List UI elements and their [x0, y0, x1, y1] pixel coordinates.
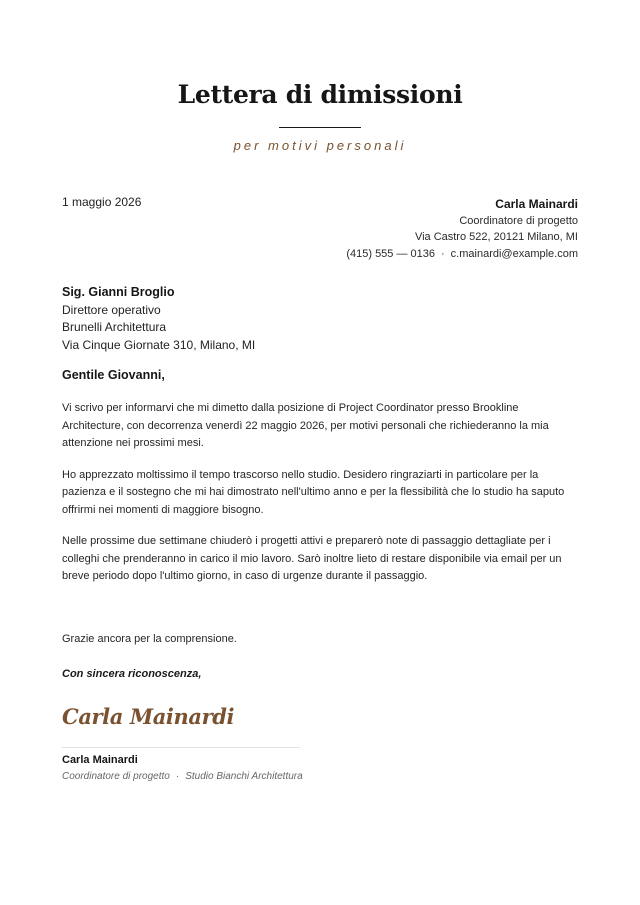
recipient-role: Direttore operativo: [62, 302, 161, 317]
body-paragraph: Vi scrivo per informarvi che mi dimetto dalla posizione di Project Coordinator presso Brookline Architecture, con decorrenza venerdì 22 maggio 2026, per motivi personali che richiederanno la mia attenzione nei prossimi mesi.: [62, 402, 549, 449]
signature-divider: [62, 747, 300, 748]
title-divider: [279, 127, 361, 128]
signature-role-line: [62, 771, 303, 782]
sender-contact: [346, 246, 578, 263]
signature-company: Studio Bianchi Architettura: [185, 771, 303, 782]
sender-block: [346, 196, 578, 262]
body-paragraph: Ho apprezzato moltissimo il tempo trascorso nello studio. Desidero ringraziarti in particolare per la pazienza e il sostegno che mi hai dimostrato nell'ultimo anno e per la flessibilità che lo studio ha saputo offrirmi nei momenti di maggiore bisogno.: [62, 468, 565, 516]
recipient-name: Sig. Gianni Broglio: [62, 285, 175, 299]
recipient-address: Via Cinque Giornate 310, Milano, MI: [62, 337, 256, 352]
sender-phone: (415) 555 — 0136: [346, 247, 435, 260]
letter-date: 1 maggio 2026: [62, 195, 142, 209]
body-paragraph: Nelle prossime due settimane chiuderò i progetti attivi e preparerò note di passaggio dettagliate per i colleghi che prenderanno in carico il mio lavoro. Sarò inoltre lieto di restare disponibile via email per un breve periodo dopo l'ultimo giorno, in caso di urgenze durante il passaggio.: [62, 535, 562, 582]
sender-address: Via Castro 522, 20121 Milano, MI: [414, 231, 578, 243]
letter-subtitle: per motivi personali: [233, 138, 407, 153]
signature-role: Coordinatore di progetto: [62, 771, 170, 782]
recipient-block: [62, 284, 255, 354]
contact-separator: ·: [441, 247, 445, 260]
closing-line: Con sincera riconoscenza,: [62, 668, 202, 680]
sender-name: Carla Mainardi: [495, 197, 578, 211]
salutation: Gentile Giovanni,: [62, 368, 165, 382]
sender-email: c.mainardi@example.com: [450, 247, 578, 260]
handwritten-signature: Carla Mainardi: [62, 704, 235, 729]
sender-role: Coordinatore di progetto: [459, 214, 578, 227]
thanks-line: Grazie ancora per la comprensione.: [62, 633, 237, 645]
role-separator: ·: [175, 771, 180, 782]
letter-body: [62, 400, 572, 600]
letter-title: Lettera di dimissioni: [177, 80, 463, 109]
signature-name: Carla Mainardi: [62, 754, 138, 766]
recipient-company: Brunelli Architettura: [62, 320, 167, 334]
